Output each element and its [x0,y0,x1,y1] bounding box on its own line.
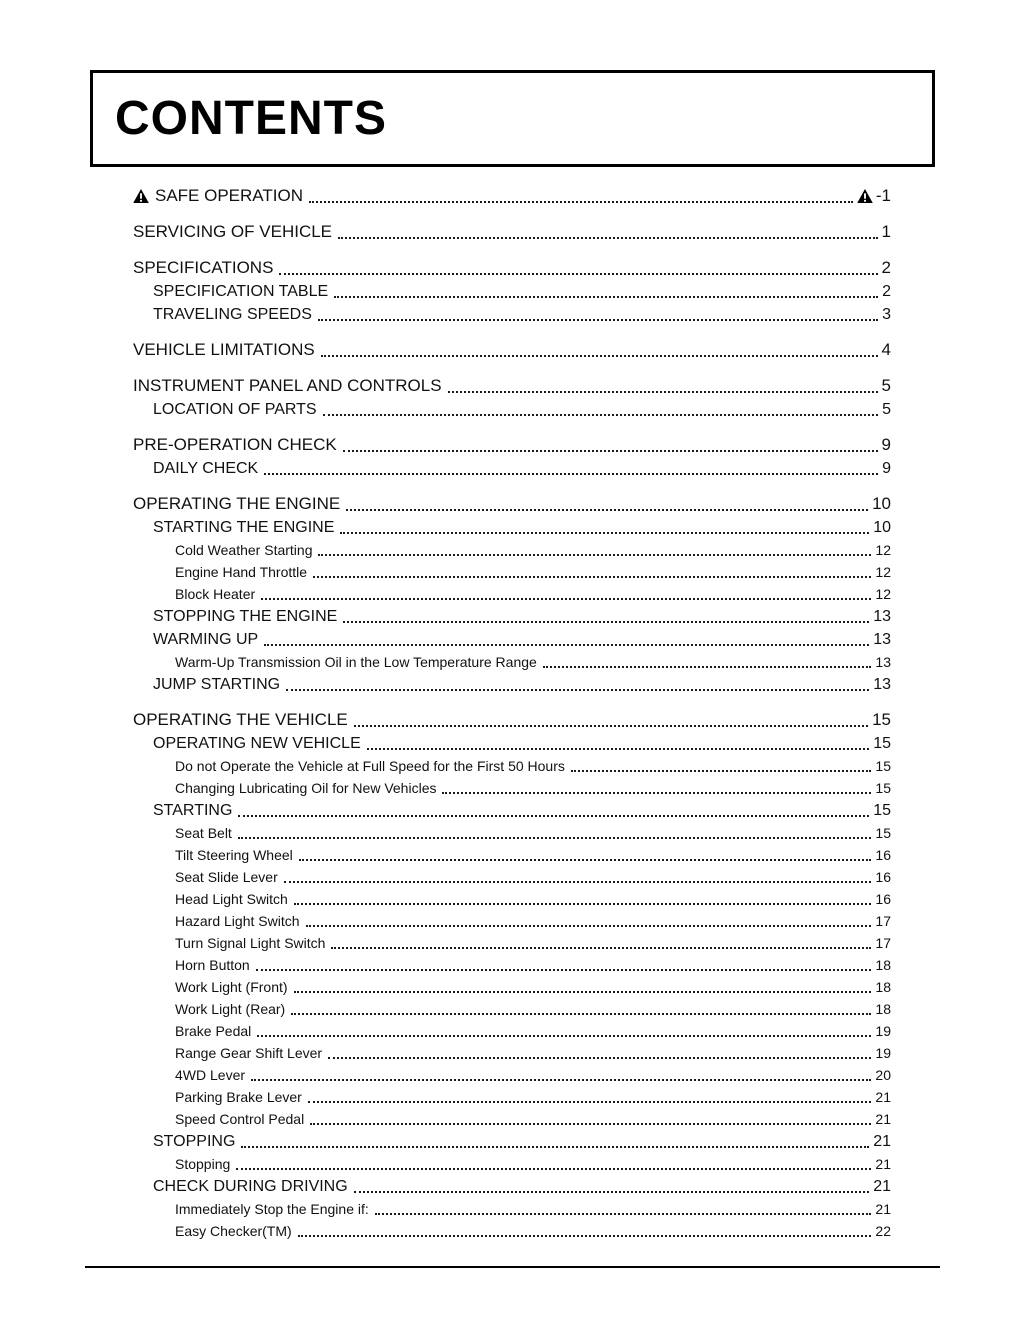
toc-entry [133,256,891,280]
toc-entry-page [873,605,891,628]
toc-entry-page-number: 21 [875,1089,891,1105]
toc-entry-label [175,1042,322,1064]
toc-entry [153,303,891,326]
toc-entry-label [133,708,348,732]
toc-entry-page-number: 2 [882,283,891,300]
toc-entry-text: Block Heater [175,586,256,602]
toc-leader-dots [299,859,872,861]
toc-entry-page [882,457,891,480]
toc-entry [175,866,891,888]
toc-entry [175,1108,891,1130]
toc-entry-label [175,1064,245,1086]
toc-leader-dots [340,532,869,534]
toc-entry-label [175,561,307,583]
toc-leader-dots [318,319,878,321]
toc-entry-text: Parking Brake Lever [175,1089,302,1105]
toc-entry-text: Tilt Steering Wheel [175,847,293,863]
toc-entry-page-number: 21 [873,1178,891,1195]
toc-leader-dots [291,1013,871,1015]
toc-leader-dots [264,644,869,646]
toc-entry-page [875,777,891,799]
toc-entry-page-number: 21 [873,1133,891,1150]
toc-entry-page [873,799,891,822]
toc-entry-page [882,433,891,457]
toc-entry [133,374,891,398]
toc-entry-text: Seat Slide Lever [175,869,278,885]
toc-entry-page [875,539,891,561]
toc-entry-page-number: 12 [875,586,891,602]
toc-entry [175,583,891,605]
toc-entry-page [873,732,891,755]
toc-leader-dots [323,414,879,416]
toc-entry [175,1086,891,1108]
toc-leader-dots [306,925,872,927]
toc-entry-text: Work Light (Rear) [175,1001,286,1017]
toc-entry [153,628,891,651]
toc-entry-text: JUMP STARTING [153,676,281,693]
toc-leader-dots [241,1146,869,1148]
toc-entry-text: OPERATING THE ENGINE [133,494,341,513]
toc-entry-text: Work Light (Front) [175,979,288,995]
toc-entry-page-number: 9 [881,435,891,454]
toc-entry [175,1042,891,1064]
toc-entry [153,516,891,539]
toc-entry-page-number: 12 [875,564,891,580]
toc-entry-text: Seat Belt [175,825,232,841]
toc-leader-dots [571,770,872,772]
toc-entry-label [153,1175,348,1198]
toc-entry-page-number: 18 [875,979,891,995]
toc-entry-page [875,583,891,605]
toc-entry-page [875,1220,891,1242]
toc-entry-label [175,1153,230,1175]
toc-entry-text: SPECIFICATIONS [133,258,274,277]
toc-entry [175,561,891,583]
toc-entry-label [175,932,325,954]
toc-entry-page [875,1153,891,1175]
toc-entry-page [875,1086,891,1108]
toc-entry-page-number: 4 [881,340,891,359]
toc-leader-dots [309,201,853,203]
toc-entry-label [175,1020,251,1042]
toc-entry-text: Brake Pedal [175,1023,252,1039]
toc-entry-text: Changing Lubricating Oil for New Vehicles [175,780,437,796]
toc-entry-page [875,1020,891,1042]
toc-entry-page-number: -1 [875,186,891,205]
toc-entry-label [175,777,436,799]
toc-entry-page [875,866,891,888]
toc-entry-page [875,561,891,583]
toc-entry-label [133,433,337,457]
toc-entry-page-number: 17 [875,913,891,929]
toc-leader-dots [261,598,871,600]
toc-entry-label [175,1198,369,1220]
toc-entry-label [175,651,537,673]
toc-entry-page-number: 3 [882,306,891,323]
toc-entry-label [153,1130,235,1153]
toc-entry-page [875,1108,891,1130]
toc-entry [175,822,891,844]
toc-leader-dots [321,355,878,357]
toc-entry [175,844,891,866]
toc-entry-label [175,998,285,1020]
toc-entry-page-number: 13 [873,631,891,648]
warning-icon [133,189,149,203]
toc-leader-dots [298,1235,872,1237]
toc-entry [153,673,891,696]
toc-leader-dots [367,748,869,750]
toc-leader-dots [354,1191,870,1193]
toc-leader-dots [331,947,871,949]
toc-leader-dots [238,837,872,839]
toc-entry-page [872,708,891,732]
toc-leader-dots [328,1057,871,1059]
toc-entry-label [153,732,361,755]
toc-entry [175,651,891,673]
toc-entry [153,1130,891,1153]
toc-entry-label [153,799,232,822]
toc-entry-text: Warm-Up Transmission Oil in the Low Temperature Range [175,654,537,670]
toc-entry-page [873,1130,891,1153]
toc-entry-text: SAFE OPERATION [155,186,303,205]
toc-entry [175,1020,891,1042]
toc-entry-page [857,184,891,208]
toc-entry-text: STARTING [153,802,233,819]
toc-entry [133,338,891,362]
toc-entry-label [133,374,442,398]
toc-entry-label [175,844,293,866]
toc-entry-page-number: 10 [872,494,891,513]
toc-entry-page-number: 9 [882,460,891,477]
toc-entry-label [175,583,255,605]
toc-entry [175,932,891,954]
toc-entry-page [873,1175,891,1198]
toc-entry-label [153,398,317,421]
toc-entry [175,1153,891,1175]
toc-entry-label [175,910,300,932]
toc-entry-page-number: 15 [872,710,891,729]
toc-entry-page [882,220,891,244]
toc-entry-text: SPECIFICATION TABLE [153,283,329,300]
toc-entry [153,605,891,628]
toc-entry-page [875,651,891,673]
toc-entry [175,1064,891,1086]
toc-entry-text: Do not Operate the Vehicle at Full Speed for the First 50 Hours [175,758,565,774]
toc-entry-text: Stopping [175,1156,231,1172]
toc-entry-page-number: 5 [882,401,891,418]
toc-entry-text: Range Gear Shift Lever [175,1045,323,1061]
toc-entry [133,708,891,732]
toc-entry-text: PRE-OPERATION CHECK [133,435,337,454]
toc-entry-page-number: 13 [875,654,891,670]
toc-leader-dots [286,689,869,691]
toc-entry-page-number: 22 [875,1223,891,1239]
toc-entry-page-number: 13 [873,608,891,625]
toc-entry [175,976,891,998]
toc-leader-dots [346,509,868,511]
toc-entry-page [875,998,891,1020]
toc-entry-page-number: 21 [875,1156,891,1172]
toc-entry-page [875,1064,891,1086]
toc-entry-page-number: 21 [875,1201,891,1217]
toc-entry [175,539,891,561]
toc-entry-page [875,910,891,932]
toc-entry [133,184,891,208]
toc-entry-label [175,755,565,777]
toc-leader-dots [310,1123,871,1125]
toc-entry [175,998,891,1020]
toc-entry [133,492,891,516]
toc-entry-text: Cold Weather Starting [175,542,313,558]
toc-entry-page-number: 12 [875,542,891,558]
toc-entry-text: Immediately Stop the Engine if: [175,1201,369,1217]
toc-entry-text: SERVICING OF VEHICLE [133,222,333,241]
toc-entry-page [875,844,891,866]
toc-entry-page-number: 20 [875,1067,891,1083]
toc-entry-page [882,374,891,398]
toc-entry-label [175,888,288,910]
toc-leader-dots [256,969,872,971]
toc-entry-label [133,184,303,208]
toc-leader-dots [334,296,878,298]
toc-entry-label [153,628,258,651]
toc-entry-text: Hazard Light Switch [175,913,300,929]
toc-entry [175,910,891,932]
toc-entry-text: 4WD Lever [175,1067,246,1083]
toc-entry-page [875,954,891,976]
toc-entry-page-number: 16 [875,891,891,907]
toc-entry-label [153,516,334,539]
toc-leader-dots [238,815,869,817]
toc-entry-text: TRAVELING SPEEDS [153,306,312,323]
toc-entry-text: STOPPING THE ENGINE [153,608,338,625]
toc-entry-page-number: 10 [873,519,891,536]
toc-entry-text: Speed Control Pedal [175,1111,305,1127]
toc-leader-dots [251,1079,871,1081]
toc-leader-dots [313,576,871,578]
toc-entry [175,755,891,777]
toc-entry-label [133,256,273,280]
toc-entry-label [175,1086,302,1108]
toc-entry-page-number: 16 [875,869,891,885]
toc-entry-label [175,866,278,888]
toc-entry-page [882,256,891,280]
toc-entry-label [133,492,340,516]
toc-entry [153,280,891,303]
toc-entry-text: LOCATION OF PARTS [153,401,317,418]
toc-leader-dots [354,725,868,727]
toc-entry-text: Horn Button [175,957,250,973]
toc-entry-page [873,628,891,651]
toc-entry-page [882,280,891,303]
toc-leader-dots [448,391,878,393]
toc-entry [175,954,891,976]
toc-entry-page-number: 19 [875,1045,891,1061]
toc-entry-text: OPERATING NEW VEHICLE [153,735,361,752]
toc-entry [133,220,891,244]
toc-entry-page-number: 16 [875,847,891,863]
toc-entry-page-number: 18 [875,1001,891,1017]
toc-entry [153,1175,891,1198]
toc-entry-page-number: 13 [873,676,891,693]
toc-entry-page [875,822,891,844]
toc-entry-text: INSTRUMENT PANEL AND CONTROLS [133,376,442,395]
toc-entry [153,398,891,421]
toc-entry-label [175,822,232,844]
toc-leader-dots [264,473,878,475]
toc-entry-label [133,220,332,244]
toc-entry-page-number: 5 [881,376,891,395]
toc-entry-page [875,1042,891,1064]
toc-entry-text: Easy Checker(TM) [175,1223,292,1239]
toc-entry-text: Head Light Switch [175,891,288,907]
toc-entry-label [153,303,312,326]
toc-leader-dots [279,273,877,275]
toc-leader-dots [284,881,872,883]
toc-entry-page-number: 19 [875,1023,891,1039]
toc-entry-page [882,303,891,326]
toc-entry-page-number: 2 [881,258,891,277]
toc-entry-text: WARMING UP [153,631,259,648]
toc-entry [175,777,891,799]
toc-entry-page [875,932,891,954]
toc-entry-page [873,673,891,696]
toc-entry-label [175,1220,292,1242]
toc-entry-label [175,539,312,561]
page-title: CONTENTS [115,92,387,145]
toc-entry-text: CHECK DURING DRIVING [153,1178,348,1195]
toc-entry-page-number: 18 [875,957,891,973]
toc-entry [153,732,891,755]
toc-leader-dots [294,991,872,993]
toc-entry-label [153,280,328,303]
toc-entry-page-number: 15 [873,735,891,752]
toc-entry-page-number: 15 [873,802,891,819]
toc-leader-dots [338,237,878,239]
toc-entry [175,888,891,910]
toc-entry-page [875,1198,891,1220]
toc-list [133,184,891,1242]
toc-leader-dots [343,621,869,623]
toc-entry-text: Turn Signal Light Switch [175,935,326,951]
toc-entry-text: VEHICLE LIMITATIONS [133,340,315,359]
toc-leader-dots [257,1035,871,1037]
footer-rule [85,1266,940,1268]
contents-header [90,70,935,167]
toc-leader-dots [318,554,871,556]
toc-entry-label [133,338,315,362]
toc-leader-dots [442,792,871,794]
toc-entry-page-number: 21 [875,1111,891,1127]
toc-entry [175,1220,891,1242]
toc-entry-text: OPERATING THE VEHICLE [133,710,348,729]
toc-entry-page [875,888,891,910]
toc-entry [153,799,891,822]
toc-entry-text: STOPPING [153,1133,236,1150]
toc-entry-page [882,338,891,362]
toc-leader-dots [375,1213,872,1215]
toc-leader-dots [543,666,872,668]
warning-icon [857,189,873,203]
toc-entry-label [175,976,288,998]
toc-entry-page-number: 15 [875,758,891,774]
toc-entry-page-number: 15 [875,780,891,796]
toc-entry-label [175,1108,304,1130]
toc-entry-label [153,605,337,628]
toc-entry [175,1198,891,1220]
toc-entry-text: STARTING THE ENGINE [153,519,335,536]
toc-entry-label [153,673,280,696]
toc-entry [133,433,891,457]
toc-leader-dots [308,1101,872,1103]
toc-leader-dots [343,450,878,452]
toc-entry-page [875,976,891,998]
toc-entry-page [875,755,891,777]
toc-entry [153,457,891,480]
toc-entry-page-number: 17 [875,935,891,951]
toc-entry-page [873,516,891,539]
toc-entry-text: Engine Hand Throttle [175,564,308,580]
toc-entry-page [872,492,891,516]
toc-entry-page [882,398,891,421]
toc-entry-text: DAILY CHECK [153,460,259,477]
toc-entry-label [153,457,258,480]
toc-entry-page-number: 1 [881,222,891,241]
toc-entry-page-number: 15 [875,825,891,841]
toc-leader-dots [236,1168,871,1170]
toc-entry-label [175,954,250,976]
toc-leader-dots [294,903,872,905]
